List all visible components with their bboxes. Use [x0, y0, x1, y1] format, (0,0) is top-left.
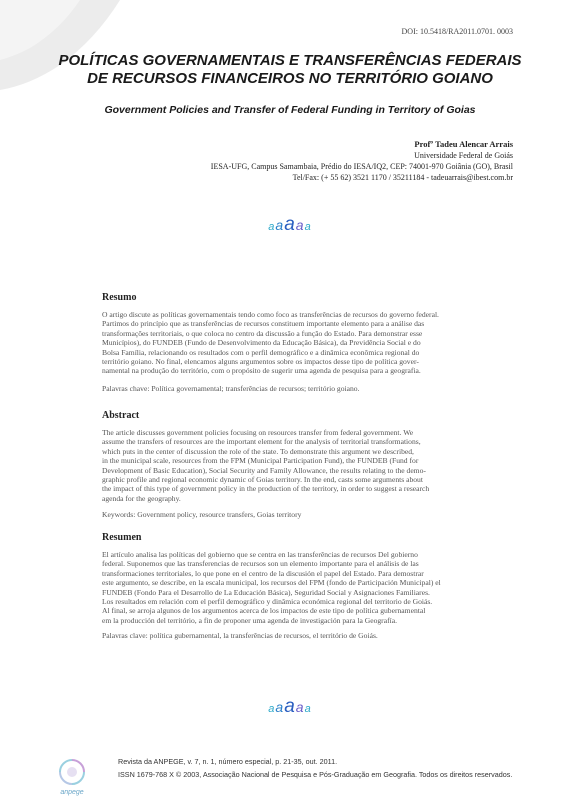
resumo-text — [102, 310, 512, 376]
article-subtitle: Government Policies and Transfer of Federal Funding in Territory of Goias — [104, 104, 476, 116]
abstract-line: Development of Basic Education), Social Security and Family Allowance, the results relating to the demo- — [102, 465, 426, 475]
resumo-line: território goiano. No final, elencamos alguns argumentos sobre os impactos desse tipo de política gover- — [102, 357, 419, 367]
resumo-line: Bolsa Família, relacionando os resultados com o perfil demográfico e a dinâmica econômica regional do — [102, 347, 420, 357]
journal-logo-bottom — [0, 696, 579, 718]
resumo-line: namental na produção do território, com o propósito de sugerir uma agenda de pesquisa para a geografia. — [102, 366, 421, 376]
resumen-line: Al final, se arroja algunos de los argumentos acerca de los impactos de este tipo de política gubernamental — [102, 606, 426, 616]
logo-letter: a — [268, 221, 275, 233]
resumen-line: transformaciones territoriales, lo que pone en el centro de la discusión el papel del Estado. Para demostrar — [102, 568, 424, 578]
title-line-1: POLÍTICAS GOVERNAMENTAIS E TRANSFERÊNCIAS FEDERAIS — [58, 52, 522, 69]
anpege-logo-text: anpege — [60, 789, 84, 796]
logo-letter: a — [275, 217, 284, 233]
resumo-line: Municípios), do FUNDEB (Fundo de Desenvolvimento da Educação Básica), da Previdência Social e do — [102, 338, 421, 348]
logo-letter: a — [295, 217, 304, 233]
logo-letter: a — [304, 221, 311, 233]
resumen-line: Los resultados em relación com el perfil demográfico y dinâmica económica regional del territorio de Goiás. — [102, 597, 433, 607]
resumo-keywords: Palavras chave: Política governamental; transferências de recursos; território goiano. — [102, 384, 360, 393]
title-line-2: DE RECURSOS FINANCEIROS NO TERRITÓRIO GOIANO — [87, 70, 493, 87]
footer-issn: ISSN 1679-768 X © 2003, Associação Nacional de Pesquisa e Pós-Graduação em Geografia. Todos os direitos reservados. — [118, 770, 513, 779]
resumo-line: Partimos do princípio que as transferências de recursos constituem importante elemento para a análise das — [102, 319, 425, 329]
doi-label: DOI: 10.5418/RA2011.0701. 0003 — [401, 27, 513, 36]
abstract-line: The article discusses government policies focusing on resources transfer from federal government. We — [102, 428, 414, 437]
author-contact: Tel/Fax: (+ 55 62) 3521 1170 / 35211184 - tadeuarrais@ibest.com.br — [292, 173, 513, 182]
abstract-line: which puts in the center of discussion the role of the state. To demonstrate this argument we described, — [102, 446, 414, 456]
author-institution: Universidade Federal de Goiás — [414, 151, 513, 160]
abstract-text — [102, 428, 512, 503]
logo-letter: a — [275, 699, 284, 715]
resumen-heading: Resumen — [102, 532, 142, 543]
resumo-line: O artigo discute as políticas governamentais tendo como foco as transferências de recursos do governo federal. — [102, 310, 439, 319]
abstract-line: the impact of this type of government policy in the production of the territory, in order to suggest a research — [102, 484, 430, 494]
abstract-heading: Abstract — [102, 410, 140, 421]
logo-letter: a — [304, 703, 311, 715]
logo-letter: a — [268, 703, 275, 715]
abstract-line: assume the transfers of resources are the important element for the analysis of territorial transformations, — [102, 437, 421, 447]
footer-citation: Revista da ANPEGE, v. 7, n. 1, número especial, p. 21-35, out. 2011. — [118, 757, 338, 766]
article-title — [30, 52, 550, 88]
logo-letter: a — [284, 214, 295, 235]
logo-letter: a — [284, 696, 295, 717]
abstract-keywords: Keywords: Government policy, resource transfers, Goias territory — [102, 510, 302, 519]
resumo-heading: Resumo — [102, 292, 137, 303]
anpege-logo — [52, 752, 92, 796]
author-block — [211, 139, 513, 183]
abstract-line: graphic profile and regional economic dynamic of Goias territory. In the end, casts some arguments about — [102, 475, 423, 485]
resumen-line: El artículo analisa las políticas del gobierno que se centra en las transferências de recursos Del gobierno — [102, 550, 418, 559]
journal-logo-top — [0, 214, 579, 236]
resumen-text — [102, 550, 512, 625]
abstract-line: in the municipal scale, resources from the FPM (Municipal Participation Fund), the FUNDEB (Fund for — [102, 456, 419, 466]
resumen-line: em la producción del território, a fin de proponer uma agenda de investigación para la Geografía. — [102, 615, 397, 625]
logo-letter: a — [295, 699, 304, 715]
resumen-line: FUNDEB (Fondo Para el Desarrollo de La Educación Básica), Seguridad Social y Asignaciones Familiares. — [102, 587, 430, 597]
resumen-line: federal. Suponemos que las transferencias de recursos son un elemento importante para el análisis de las — [102, 559, 419, 569]
author-name: Profº Tadeu Alencar Arrais — [414, 139, 513, 149]
resumen-keywords: Palavras clave: política gubernamental, la transferências de recursos, el território de Goiás. — [102, 631, 378, 640]
resumo-line: transformações territoriais, o que coloca no centro da discussão a função do Estado. Para demonstrar esse — [102, 328, 423, 338]
resumen-line: este argumento, se describe, en la escala municipal, los recursos del FPM (fondo de Participación Municipal) el — [102, 578, 441, 588]
abstract-line: agenda for the geography. — [102, 493, 181, 503]
author-address: IESA-UFG, Campus Samambaia, Prédio do IESA/IQ2, CEP: 74001-970 Goiânia (GO), Brasil — [210, 162, 513, 171]
